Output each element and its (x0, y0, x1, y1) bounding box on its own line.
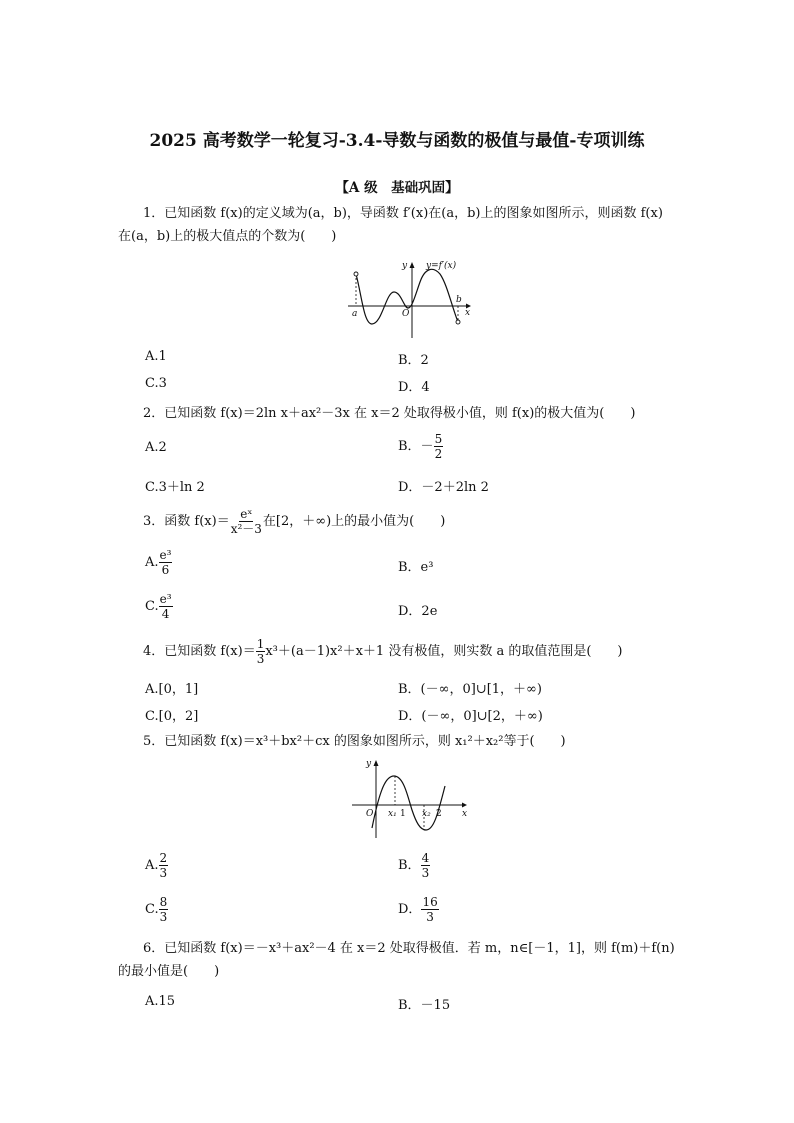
q3-c-num: e³ (159, 592, 172, 606)
q1-curve-label: y=f′(x) (426, 261, 457, 271)
q5-option-a[interactable] (145, 851, 168, 880)
question-1 (118, 202, 678, 248)
q4-num: 1 (256, 637, 265, 651)
q5-o-label: O (366, 809, 374, 819)
q2-text: 2．已知函数 f(x)＝2ln x＋ax²－3x 在 x＝2 处取得极小值，则 f(x)的极大值为( ) (143, 406, 636, 421)
q3-option-c[interactable] (145, 592, 173, 621)
q5-y-arrow (374, 760, 379, 766)
q3-option-b[interactable]: B．e³ (398, 560, 434, 575)
q1-option-a[interactable]: A.1 (145, 349, 167, 364)
q2-option-c[interactable]: C.3＋ln 2 (145, 480, 205, 495)
q5-a-prefix: A. (145, 858, 159, 873)
q6-line2: 的最小值是( ) (118, 964, 220, 979)
q3-num: eˣ (240, 507, 253, 521)
q1-line2: 在(a，b)上的极大值点的个数为( ) (118, 229, 337, 244)
q5-c-fraction (159, 895, 169, 924)
q4-den: 3 (256, 652, 265, 666)
q5-c-den: 3 (159, 910, 168, 924)
q3-option-a[interactable] (145, 548, 172, 577)
q5-x2-label: x₂ (422, 809, 431, 819)
q2-b-prefix: B．－ (398, 439, 434, 454)
q3-a-prefix: A. (145, 555, 159, 570)
q1-option-c[interactable]: C.3 (145, 376, 167, 391)
q5-text: 5．已知函数 f(x)＝x³＋bx²＋cx 的图象如图所示，则 x₁²＋x₂²等于( ) (143, 734, 566, 749)
q4-option-a[interactable]: A.[0，1] (145, 682, 199, 697)
q1-line1: 1．已知函数 f(x)的定义域为(a，b)，导函数 f′(x)在(a，b)上的图象如图所示，则函数 f(x) (143, 206, 663, 221)
q4-option-c[interactable]: C.[0，2] (145, 709, 199, 724)
q3-option-d[interactable]: D．2e (398, 604, 438, 619)
q1-open-point-a (354, 272, 358, 276)
q3-c-den: 4 (161, 607, 170, 621)
q1-option-d[interactable]: D．4 (398, 380, 430, 395)
q3-a-fraction (159, 548, 173, 577)
q2-b-fraction (434, 432, 444, 461)
q3-c-fraction (159, 592, 173, 621)
q3-fraction (230, 507, 263, 536)
q6-option-b[interactable]: B．－15 (398, 998, 451, 1013)
q5-a-den: 3 (159, 866, 168, 880)
q3-prefix: 3．函数 f(x)＝ (143, 514, 230, 529)
q5-y-label: y (366, 759, 372, 769)
q5-d-fraction (421, 895, 438, 924)
q4-text (118, 637, 678, 666)
q5-x-label: x (462, 809, 468, 819)
q4-suffix: x³＋(a－1)x²＋x＋1 没有极值，则实数 a 的取值范围是( ) (265, 644, 623, 659)
q3-a-den: 6 (161, 563, 170, 577)
q5-function-curve (372, 776, 445, 830)
q3-den: x²－3 (230, 522, 262, 536)
q5-option-d[interactable] (398, 895, 439, 924)
q5-c-num: 8 (159, 895, 168, 909)
q5-a-num: 2 (159, 851, 168, 865)
q5-x1-label: x₁ (388, 809, 397, 819)
q2-option-d[interactable]: D．－2＋2ln 2 (398, 480, 489, 495)
q4-prefix: 4．已知函数 f(x)＝ (143, 644, 256, 659)
q1-a-label: a (352, 309, 358, 319)
q2-option-b[interactable] (398, 432, 443, 461)
section-heading: 【A 级 基础巩固】 (335, 180, 459, 196)
q2-option-a[interactable]: A.2 (145, 440, 167, 455)
q5-two-label: 2 (436, 809, 442, 819)
q4-fraction (256, 637, 266, 666)
q2-b-den: 2 (434, 447, 443, 461)
q1-open-point-b (456, 320, 460, 324)
q1-b-label: b (456, 295, 462, 305)
q5-b-num: 4 (421, 851, 430, 865)
question-2 (118, 402, 678, 425)
q1-option-b[interactable]: B．2 (398, 353, 429, 368)
q5-d-num: 16 (422, 895, 438, 909)
q4-option-d[interactable]: D．(－∞，0]∪[2，＋∞) (398, 709, 543, 724)
q5-b-fraction (421, 851, 431, 880)
q2-b-num: 5 (434, 432, 443, 446)
q5-d-den: 3 (426, 910, 434, 924)
page-title: 2025 高考数学一轮复习-3.4-导数与函数的极值与最值-专项训练 (149, 131, 645, 151)
q5-d-prefix: D． (398, 902, 422, 917)
q5-b-prefix: B． (398, 858, 421, 873)
question-3 (118, 507, 678, 536)
q6-line1: 6．已知函数 f(x)＝－x³＋ax²－4 在 x＝2 处取得极值．若 m，n∈[－1，1]，则 f(m)＋f(n) (143, 941, 675, 956)
q1-x-label: x (465, 308, 471, 318)
q3-text (118, 507, 678, 536)
q5-one-label: 1 (400, 809, 406, 819)
q5-c-prefix: C. (145, 902, 159, 917)
q5-b-den: 3 (421, 866, 430, 880)
q1-o-label: O (402, 309, 410, 319)
question-5 (118, 730, 678, 753)
q1-y-arrow (410, 262, 415, 268)
q1-graph (340, 252, 480, 342)
question-6 (118, 937, 678, 983)
q5-x-arrow (462, 803, 467, 808)
q5-graph (350, 758, 472, 840)
q6-option-a[interactable]: A.15 (145, 994, 176, 1009)
q3-c-prefix: C. (145, 599, 159, 614)
q3-suffix: 在[2，＋∞)上的最小值为( ) (262, 514, 446, 529)
q3-a-num: e³ (159, 548, 172, 562)
q5-a-fraction (159, 851, 169, 880)
q5-option-c[interactable] (145, 895, 168, 924)
q5-option-b[interactable] (398, 851, 430, 880)
q1-y-label: y (402, 261, 408, 271)
question-4 (118, 637, 678, 666)
q4-option-b[interactable]: B．(－∞，0]∪[1，＋∞) (398, 682, 542, 697)
